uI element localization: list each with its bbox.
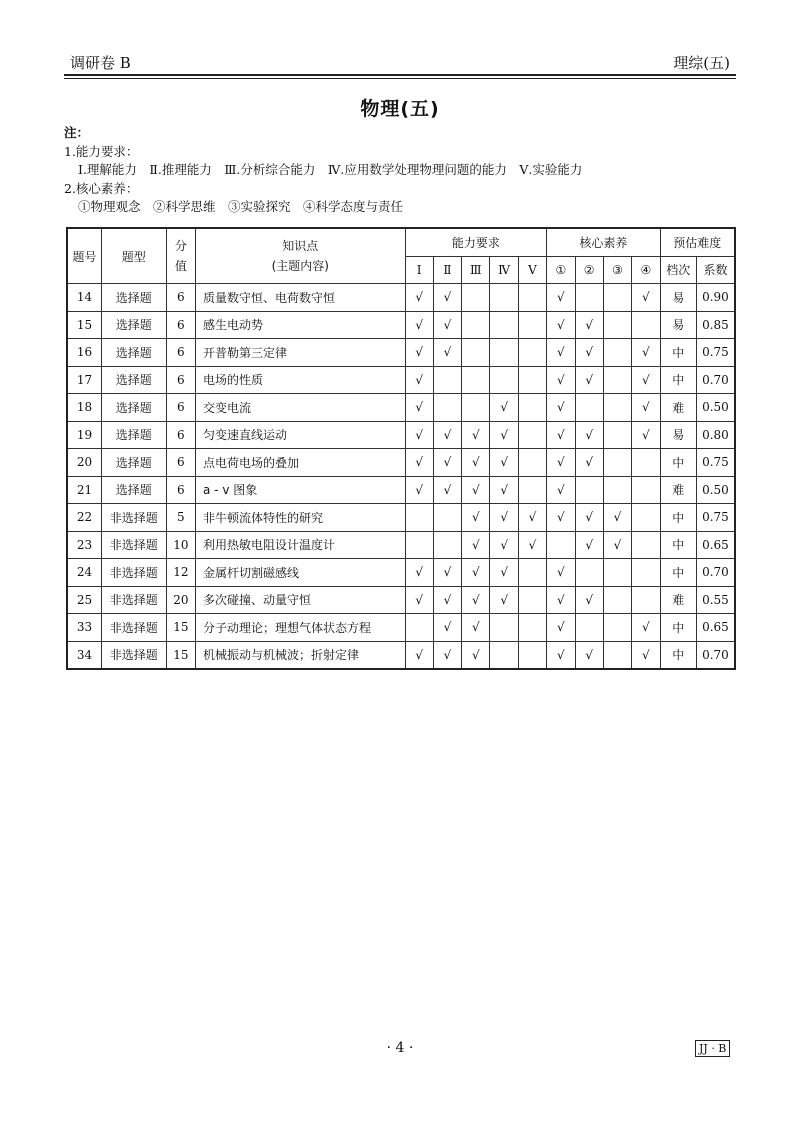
table-row: [67, 531, 735, 559]
cell-core-2: [575, 394, 603, 422]
cell-core-3: [603, 641, 631, 669]
cell-ability-2: √: [433, 476, 461, 504]
cell-score: 12: [166, 559, 195, 587]
head-core-3: ③: [603, 256, 631, 284]
cell-knowledge-point: 匀变速直线运动: [196, 421, 405, 449]
footer-code: JJ · B: [695, 1040, 730, 1057]
cell-knowledge-point: a - v 图象: [196, 476, 405, 504]
cell-coef: 0.65: [696, 614, 735, 642]
cell-ability-5: [518, 284, 546, 312]
cell-score: 6: [166, 311, 195, 339]
cell-ability-5: [518, 559, 546, 587]
cell-core-2: [575, 614, 603, 642]
cell-ability-5: √: [518, 531, 546, 559]
table-row: [67, 504, 735, 532]
cell-core-3: √: [603, 531, 631, 559]
head-ability-3: Ⅲ: [462, 256, 490, 284]
head-core-1: ①: [547, 256, 575, 284]
cell-ability-4: √: [490, 559, 518, 587]
cell-core-1: √: [547, 366, 575, 394]
cell-ability-4: √: [490, 504, 518, 532]
cell-core-4: √: [632, 366, 660, 394]
page-number: · 4 ·: [386, 1040, 414, 1056]
cell-ability-3: [462, 366, 490, 394]
cell-ability-3: √: [462, 449, 490, 477]
cell-num: 23: [67, 531, 101, 559]
cell-type: 非选择题: [101, 504, 166, 532]
cell-ability-1: [405, 531, 433, 559]
notes-section: [64, 124, 582, 217]
cell-coef: 0.75: [696, 449, 735, 477]
cell-ability-4: [490, 311, 518, 339]
cell-core-4: √: [632, 641, 660, 669]
cell-ability-5: [518, 366, 546, 394]
cell-score: 6: [166, 449, 195, 477]
cell-core-1: √: [547, 614, 575, 642]
cell-core-2: [575, 559, 603, 587]
cell-ability-5: [518, 421, 546, 449]
cell-coef: 0.70: [696, 366, 735, 394]
cell-core-1: √: [547, 559, 575, 587]
cell-core-2: √: [575, 339, 603, 367]
table-row: [67, 366, 735, 394]
cell-core-3: [603, 311, 631, 339]
cell-num: 19: [67, 421, 101, 449]
header-rule-thin: [64, 78, 736, 79]
cell-core-4: [632, 559, 660, 587]
cell-ability-5: [518, 586, 546, 614]
cell-type: 非选择题: [101, 641, 166, 669]
cell-level: 中: [660, 559, 696, 587]
cell-coef: 0.65: [696, 531, 735, 559]
cell-ability-1: √: [405, 366, 433, 394]
cell-type: 选择题: [101, 311, 166, 339]
cell-coef: 0.75: [696, 339, 735, 367]
head-ability-5: Ⅴ: [518, 256, 546, 284]
cell-num: 14: [67, 284, 101, 312]
cell-core-2: [575, 284, 603, 312]
head-score-2: 值: [174, 259, 187, 273]
cell-type: 选择题: [101, 366, 166, 394]
cell-ability-1: √: [405, 394, 433, 422]
cell-ability-2: √: [433, 559, 461, 587]
cell-ability-5: [518, 614, 546, 642]
cell-type: 非选择题: [101, 531, 166, 559]
table-row: [67, 476, 735, 504]
cell-core-3: [603, 559, 631, 587]
cell-num: 18: [67, 394, 101, 422]
cell-core-1: √: [547, 504, 575, 532]
cell-ability-1: √: [405, 311, 433, 339]
cell-coef: 0.85: [696, 311, 735, 339]
cell-core-3: [603, 284, 631, 312]
cell-core-3: √: [603, 504, 631, 532]
cell-level: 易: [660, 311, 696, 339]
cell-core-1: √: [547, 311, 575, 339]
cell-ability-2: √: [433, 339, 461, 367]
cell-core-2: √: [575, 586, 603, 614]
cell-ability-1: √: [405, 476, 433, 504]
cell-core-3: [603, 421, 631, 449]
cell-knowledge-point: 非牛顿流体特性的研究: [196, 504, 405, 532]
cell-type: 选择题: [101, 339, 166, 367]
cell-knowledge-point: 金属杆切割磁感线: [196, 559, 405, 587]
cell-ability-5: √: [518, 504, 546, 532]
cell-ability-4: [490, 284, 518, 312]
cell-type: 选择题: [101, 449, 166, 477]
cell-core-1: [547, 531, 575, 559]
head-core-2: ②: [575, 256, 603, 284]
cell-num: 33: [67, 614, 101, 642]
cell-ability-1: [405, 614, 433, 642]
cell-ability-4: √: [490, 476, 518, 504]
cell-type: 非选择题: [101, 586, 166, 614]
cell-score: 6: [166, 421, 195, 449]
cell-num: 15: [67, 311, 101, 339]
table-row: [67, 284, 735, 312]
cell-core-1: √: [547, 586, 575, 614]
cell-ability-1: √: [405, 284, 433, 312]
cell-level: 难: [660, 394, 696, 422]
cell-score: 10: [166, 531, 195, 559]
cell-knowledge-point: 电场的性质: [196, 366, 405, 394]
cell-ability-4: √: [490, 586, 518, 614]
cell-ability-1: √: [405, 339, 433, 367]
ability-list: Ⅰ.理解能力 Ⅱ.推理能力 Ⅲ.分析综合能力 Ⅳ.应用数学处理物理问题的能力 Ⅴ.实验能力: [78, 162, 583, 177]
cell-knowledge-point: 机械振动与机械波；折射定律: [196, 641, 405, 669]
cell-knowledge-point: 开普勒第三定律: [196, 339, 405, 367]
page-header: [64, 50, 736, 74]
head-score: [166, 228, 195, 284]
cell-num: 16: [67, 339, 101, 367]
cell-core-4: [632, 311, 660, 339]
cell-score: 6: [166, 339, 195, 367]
ability-title: 1.能力要求：: [64, 143, 139, 159]
cell-ability-3: √: [462, 476, 490, 504]
cell-core-4: √: [632, 284, 660, 312]
cell-ability-5: [518, 476, 546, 504]
cell-num: 20: [67, 449, 101, 477]
cell-knowledge-point: 分子动理论；理想气体状态方程: [196, 614, 405, 642]
table-row: [67, 421, 735, 449]
cell-coef: 0.90: [696, 284, 735, 312]
cell-ability-5: [518, 449, 546, 477]
cell-core-3: [603, 339, 631, 367]
cell-ability-3: √: [462, 531, 490, 559]
head-coef: 系数: [696, 256, 735, 284]
cell-coef: 0.50: [696, 476, 735, 504]
cell-knowledge-point: 多次碰撞、动量守恒: [196, 586, 405, 614]
cell-ability-4: √: [490, 421, 518, 449]
cell-knowledge-point: 利用热敏电阻设计温度计: [196, 531, 405, 559]
cell-ability-3: √: [462, 559, 490, 587]
cell-ability-5: [518, 641, 546, 669]
cell-type: 非选择题: [101, 559, 166, 587]
cell-level: 难: [660, 586, 696, 614]
header-rule-thick: [64, 74, 736, 76]
cell-core-3: [603, 586, 631, 614]
cell-level: 中: [660, 614, 696, 642]
cell-score: 6: [166, 476, 195, 504]
cell-core-2: √: [575, 531, 603, 559]
table-row: [67, 339, 735, 367]
cell-core-2: √: [575, 449, 603, 477]
cell-ability-3: [462, 284, 490, 312]
cell-ability-1: √: [405, 641, 433, 669]
cell-ability-4: [490, 641, 518, 669]
cell-ability-2: [433, 394, 461, 422]
cell-core-4: [632, 586, 660, 614]
cell-score: 15: [166, 614, 195, 642]
table-row: [67, 641, 735, 669]
cell-level: 中: [660, 339, 696, 367]
cell-core-1: √: [547, 449, 575, 477]
core-title: 2.核心素养：: [64, 180, 139, 196]
table-row: [67, 559, 735, 587]
cell-ability-2: √: [433, 641, 461, 669]
cell-ability-2: √: [433, 449, 461, 477]
cell-ability-1: √: [405, 421, 433, 449]
cell-level: 难: [660, 476, 696, 504]
cell-core-2: √: [575, 421, 603, 449]
cell-core-3: [603, 449, 631, 477]
cell-ability-3: [462, 394, 490, 422]
core-list: ①物理观念 ②科学思维 ③实验探究 ④科学态度与责任: [78, 199, 404, 214]
cell-ability-5: [518, 311, 546, 339]
cell-core-4: √: [632, 614, 660, 642]
cell-knowledge-point: 点电荷电场的叠加: [196, 449, 405, 477]
cell-ability-2: √: [433, 614, 461, 642]
page-title: 物理(五): [360, 98, 440, 120]
cell-score: 5: [166, 504, 195, 532]
cell-ability-4: √: [490, 449, 518, 477]
head-core-4: ④: [632, 256, 660, 284]
cell-ability-3: √: [462, 614, 490, 642]
cell-core-1: √: [547, 421, 575, 449]
header-right: 理综(五): [673, 54, 730, 72]
cell-score: 20: [166, 586, 195, 614]
cell-ability-4: [490, 339, 518, 367]
head-ability: 能力要求: [405, 228, 547, 256]
cell-coef: 0.70: [696, 559, 735, 587]
cell-num: 24: [67, 559, 101, 587]
cell-ability-3: √: [462, 641, 490, 669]
cell-knowledge-point: 质量数守恒、电荷数守恒: [196, 284, 405, 312]
cell-core-1: √: [547, 476, 575, 504]
cell-ability-3: √: [462, 504, 490, 532]
cell-ability-1: √: [405, 559, 433, 587]
head-core: 核心素养: [547, 228, 660, 256]
cell-core-3: [603, 366, 631, 394]
cell-ability-2: [433, 504, 461, 532]
cell-score: 6: [166, 394, 195, 422]
cell-coef: 0.70: [696, 641, 735, 669]
cell-ability-1: √: [405, 586, 433, 614]
cell-type: 非选择题: [101, 614, 166, 642]
cell-core-4: [632, 449, 660, 477]
cell-core-3: [603, 614, 631, 642]
cell-core-4: [632, 531, 660, 559]
cell-ability-2: √: [433, 586, 461, 614]
cell-ability-4: √: [490, 531, 518, 559]
header-left: 调研卷 B: [70, 54, 131, 72]
cell-coef: 0.50: [696, 394, 735, 422]
cell-ability-3: [462, 339, 490, 367]
notes-label: 注：: [64, 125, 90, 140]
cell-ability-2: √: [433, 311, 461, 339]
cell-knowledge-point: 交变电流: [196, 394, 405, 422]
cell-ability-4: [490, 366, 518, 394]
head-ability-4: Ⅳ: [490, 256, 518, 284]
cell-core-2: [575, 476, 603, 504]
cell-core-2: √: [575, 366, 603, 394]
cell-core-2: √: [575, 504, 603, 532]
cell-ability-2: √: [433, 421, 461, 449]
cell-knowledge-point: 感生电动势: [196, 311, 405, 339]
cell-level: 易: [660, 284, 696, 312]
table-row: [67, 394, 735, 422]
cell-core-4: [632, 504, 660, 532]
cell-core-1: √: [547, 339, 575, 367]
cell-ability-1: √: [405, 449, 433, 477]
cell-core-4: √: [632, 421, 660, 449]
cell-ability-5: [518, 394, 546, 422]
table-row: [67, 586, 735, 614]
head-type: 题型: [101, 228, 166, 284]
head-num: 题号: [67, 228, 101, 284]
spec-table: [66, 227, 736, 670]
cell-core-1: √: [547, 394, 575, 422]
head-score-1: 分: [174, 239, 187, 253]
cell-num: 22: [67, 504, 101, 532]
cell-core-3: [603, 476, 631, 504]
head-kp: [196, 228, 405, 284]
table-row: [67, 449, 735, 477]
head-level: 档次: [660, 256, 696, 284]
cell-ability-2: [433, 531, 461, 559]
head-ability-2: Ⅱ: [433, 256, 461, 284]
cell-ability-2: [433, 366, 461, 394]
cell-core-4: √: [632, 339, 660, 367]
cell-ability-5: [518, 339, 546, 367]
cell-coef: 0.80: [696, 421, 735, 449]
table-row: [67, 311, 735, 339]
cell-ability-3: √: [462, 421, 490, 449]
head-kp-1: 知识点: [282, 239, 319, 253]
table-body: [67, 284, 735, 670]
cell-ability-1: [405, 504, 433, 532]
cell-num: 25: [67, 586, 101, 614]
cell-ability-4: √: [490, 394, 518, 422]
cell-ability-2: √: [433, 284, 461, 312]
cell-level: 中: [660, 504, 696, 532]
cell-score: 15: [166, 641, 195, 669]
cell-ability-4: [490, 614, 518, 642]
head-ability-1: Ⅰ: [405, 256, 433, 284]
cell-level: 中: [660, 449, 696, 477]
cell-level: 中: [660, 531, 696, 559]
table-row: [67, 614, 735, 642]
cell-type: 选择题: [101, 421, 166, 449]
cell-num: 21: [67, 476, 101, 504]
cell-type: 选择题: [101, 476, 166, 504]
cell-level: 易: [660, 421, 696, 449]
cell-level: 中: [660, 641, 696, 669]
head-difficulty: 预估难度: [660, 228, 735, 256]
head-kp-2: (主题内容): [271, 259, 329, 273]
cell-type: 选择题: [101, 284, 166, 312]
cell-core-1: √: [547, 641, 575, 669]
cell-core-2: √: [575, 311, 603, 339]
cell-type: 选择题: [101, 394, 166, 422]
cell-core-4: √: [632, 394, 660, 422]
cell-core-3: [603, 394, 631, 422]
cell-core-2: √: [575, 641, 603, 669]
cell-num: 17: [67, 366, 101, 394]
cell-core-4: [632, 476, 660, 504]
cell-core-1: √: [547, 284, 575, 312]
cell-score: 6: [166, 284, 195, 312]
cell-num: 34: [67, 641, 101, 669]
cell-score: 6: [166, 366, 195, 394]
cell-ability-3: [462, 311, 490, 339]
cell-coef: 0.75: [696, 504, 735, 532]
cell-coef: 0.55: [696, 586, 735, 614]
cell-ability-3: √: [462, 586, 490, 614]
cell-level: 中: [660, 366, 696, 394]
